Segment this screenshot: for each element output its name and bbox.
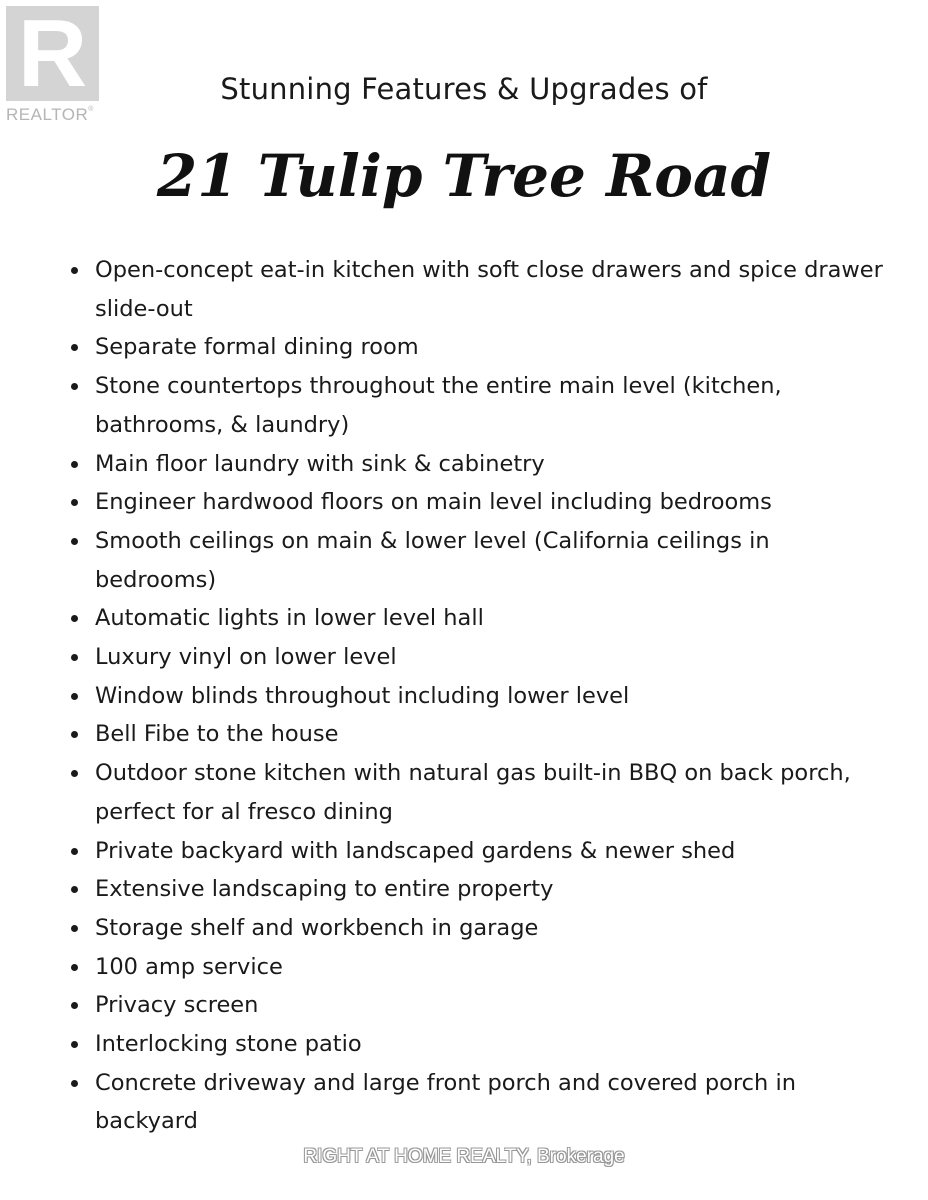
page-title: Stunning Features & Upgrades of: [220, 72, 708, 106]
features-list: [95, 251, 895, 1141]
feature-item: Stone countertops throughout the entire main level (kitchen, bathrooms, & laundry): [95, 367, 895, 444]
realtor-logo-text: REALTOR: [6, 105, 89, 124]
realtor-logo: [0, 0, 112, 132]
feature-item: Concrete driveway and large front porch and covered porch in backyard: [95, 1064, 895, 1141]
realtor-logo-word: [6, 105, 94, 125]
feature-item: Engineer hardwood floors on main level including bedrooms: [95, 483, 895, 522]
feature-item: Bell Fibe to the house: [95, 715, 895, 754]
feature-item: Open-concept eat-in kitchen with soft close drawers and spice drawer slide-out: [95, 251, 895, 328]
feature-item: Separate formal dining room: [95, 328, 895, 367]
feature-item: Interlocking stone patio: [95, 1025, 895, 1064]
registered-mark: ®: [88, 106, 94, 113]
feature-item: Storage shelf and workbench in garage: [95, 909, 895, 948]
feature-item: Outdoor stone kitchen with natural gas built-in BBQ on back porch, perfect for al fresco dining: [95, 754, 895, 831]
feature-item: Window blinds throughout including lower level: [95, 677, 895, 716]
feature-item: Privacy screen: [95, 986, 895, 1025]
realtor-logo-letter: R: [17, 0, 88, 107]
feature-item: 100 amp service: [95, 948, 895, 987]
feature-item: Extensive landscaping to entire property: [95, 870, 895, 909]
brokerage-watermark: RIGHT AT HOME REALTY, Brokerage: [303, 1146, 625, 1167]
property-address: 21 Tulip Tree Road: [156, 142, 772, 210]
feature-item: Luxury vinyl on lower level: [95, 638, 895, 677]
feature-item: Private backyard with landscaped gardens & newer shed: [95, 832, 895, 871]
feature-item: Main floor laundry with sink & cabinetry: [95, 445, 895, 484]
feature-item: Automatic lights in lower level hall: [95, 599, 895, 638]
feature-item: Smooth ceilings on main & lower level (California ceilings in bedrooms): [95, 522, 895, 599]
